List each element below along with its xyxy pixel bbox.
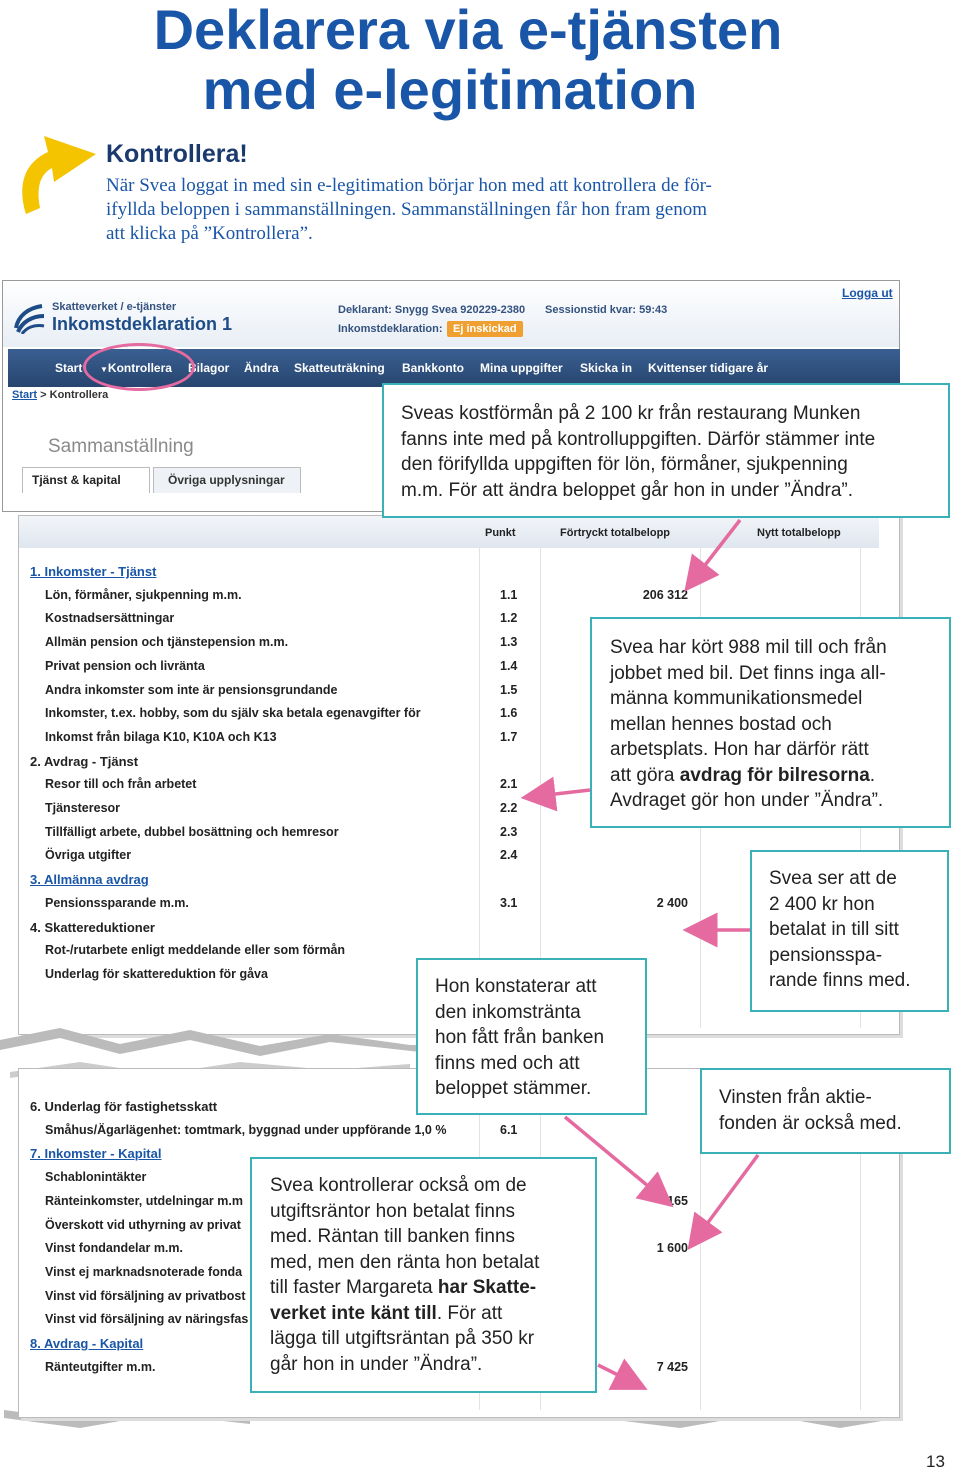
table-row-punkt: 1.7 [500,729,518,744]
column-header: Nytt totalbelopp [757,527,841,539]
callout-text: . [869,764,876,786]
table-section-title: 6. Underlag för fastighetsskatt [30,1099,218,1114]
table-section-title[interactable]: 1. Inkomster - Tjänst [30,564,157,579]
tab-ovriga-upplysningar[interactable]: Övriga upplysningar [153,467,301,493]
callout-line: arbetsplats. Hon har därför rätt [610,739,869,760]
arrow-icon [695,520,740,578]
table-row-label: Rot-/rutarbete enligt meddelande eller som förmån [45,943,346,958]
callout-line: den inkomstränta [435,1001,581,1023]
table-section-title[interactable]: 7. Inkomster - Kapital [30,1146,162,1162]
callout-line: med. Räntan till banken finns [270,1226,516,1247]
callout-line: går hon in under ”Ändra”. [270,1353,483,1375]
table-row-label: Övriga utgifter [45,848,132,863]
table-row-label: Underlag för skattereduktion för gåva [45,966,268,981]
column-header: Förtryckt totalbelopp [560,527,671,539]
nav-kvittenser[interactable]: Kvittenser tidigare år [648,361,769,375]
callout-line: männa kommunikationsmedel [610,688,863,709]
callout-text: till faster Margareta [270,1277,438,1298]
table-row-label: Ränteinkomster, utdelningar m.m [45,1193,243,1208]
intro-line: att klicka på ”Kontrollera”. [106,223,313,244]
table-row-amount: 206 312 [642,587,688,602]
nav-andra[interactable]: Ändra [244,361,279,375]
table-row-label: Överskott vid uthyrning av privat [45,1217,241,1232]
arrow-icon [538,790,590,796]
callout-line: Hon konstaterar att [435,976,597,997]
intro-line: ifyllda beloppen i sammanställningen. Sammanställningen får hon fram genom [106,199,707,220]
table-row-punkt: 2.3 [500,824,518,839]
table-row-label: Tillfälligt arbete, dubbel bosättning och hemresor [45,824,339,839]
table-row-punkt: 1.2 [500,611,518,626]
table-row-label: Kostnadsersättningar [45,611,175,626]
arrow-icon [565,1117,660,1196]
callout-line: Vinsten från aktie- [719,1087,872,1108]
table-row-label: Privat pension och livränta [45,658,205,673]
page-title-line1: Deklarera via e-tjänsten [153,0,783,61]
table-row-punkt: 1.3 [500,635,518,650]
callout-line: betalat in till sitt [769,919,899,940]
callout-line: med, men den ränta hon betalat [270,1251,540,1273]
table-row-label: Lön, förmåner, sjukpenning m.m. [45,587,242,602]
arrow-icon [698,1155,758,1236]
breadcrumb-start[interactable]: Start [12,389,38,401]
callout-line: fanns inte med på kontrolluppgiften. Därför stämmer inte [401,428,876,450]
callout-bold: har Skatte- [437,1277,537,1298]
table-row-amount: 7 425 [656,1359,688,1374]
callout-text: . För att [436,1302,503,1324]
table-row-label: Allmän pension och tjänstepension m.m. [45,635,289,650]
table-row-label: Inkomst från bilaga K10, K10A och K13 [45,729,277,744]
table-row-label: Pensionssparande m.m. [45,895,189,910]
chevron-down-icon: ▼ [100,365,108,374]
table-row-punkt: 1.4 [500,658,518,673]
nav-skicka-in[interactable]: Skicka in [580,361,633,375]
page-number: 13 [926,1452,945,1471]
callout-line: beloppet stämmer. [435,1078,592,1099]
table-row-punkt: 2.2 [500,801,518,815]
callout-line: hon fått från banken [435,1027,605,1048]
table-row-punkt: 1.6 [500,706,518,721]
callout-line: Sveas kostförmån på 2 100 kr från restaurang Munken [401,403,861,424]
table-row-label: Vinst vid försäljning av privatbost [45,1288,246,1303]
callout-line: finns med och att [435,1052,580,1074]
callout-line: lägga till utgiftsräntan på 350 kr [270,1328,535,1349]
callout-line: fonden är också med. [719,1112,902,1134]
breadcrumb-separator: > [40,389,47,401]
table-row-amount: 165 [667,1193,688,1208]
column-header: Punkt [485,527,516,539]
callout-bold: verket inte känt till [270,1302,437,1324]
callout-line: Svea kontrollerar också om de [270,1175,527,1196]
declaration-status-label: Inkomstdeklaration: [338,323,443,335]
callout-line: 2 400 kr hon [769,893,875,915]
callout-line: Avdraget gör hon under ”Ändra”. [610,790,884,811]
callout-line: Svea har kört 988 mil till och från [610,637,887,658]
nav-mina-uppgifter[interactable]: Mina uppgifter [480,361,563,375]
nav-kontrollera-label: Kontrollera [107,361,172,375]
intro-line: När Svea loggat in med sin e-legitimation börjar hon med att kontrollera de för- [106,175,712,196]
callout-bold: avdrag för bilresorna [679,764,870,786]
session-timer: Sessionstid kvar: 59:43 [545,304,668,316]
callout-line: pensionsspa- [769,944,883,966]
breadcrumb-current: Kontrollera [49,389,109,401]
logout-link[interactable]: Logga ut [842,286,893,300]
declarant-info: Deklarant: Snygg Svea 920229-2380 [338,304,526,316]
table-row-punkt: 1.5 [500,682,518,697]
table-row-punkt: 3.1 [500,895,518,910]
table-section-title: 4. Skattereduktioner [30,919,155,935]
table-row-label: Vinst fondandelar m.m. [45,1241,183,1256]
table-row-amount: 2 400 [656,895,688,910]
table-row-label: Andra inkomster som inte är pensionsgrundande [45,682,338,697]
section-title: Sammanställning [48,436,194,457]
callout-line: mellan hennes bostad och [610,713,832,735]
nav-start[interactable]: Start [55,361,83,375]
table-section-title[interactable]: 3. Allmänna avdrag [30,872,149,888]
brand-subtitle: Skatteverket / e-tjänster [52,301,177,313]
table-row-label: Ränteutgifter m.m. [45,1359,156,1374]
section-heading: Kontrollera! [106,140,248,168]
table-row-punkt: 2.4 [500,848,518,863]
table-row-label: Resor till och från arbetet [45,777,197,792]
table-row-label: Vinst vid försäljning av näringsfas [45,1312,249,1327]
nav-bilagor[interactable]: Bilagor [188,361,230,375]
status-badge: Ej inskickad [447,321,523,337]
callout-line: utgiftsräntor hon betalat finns [270,1200,516,1222]
table-row-label: Inkomster, t.ex. hobby, som du själv ska betala egenavgifter för [45,706,421,721]
tab-tjanst-kapital[interactable]: Tjänst & kapital [22,467,150,493]
brand-title: Inkomstdeklaration 1 [52,314,233,334]
table-row-punkt: 6.1 [500,1122,518,1137]
callout-line: den förifyllda uppgiften för lön, förmåner, sjukpenning [401,454,848,475]
callout-line: rande finns med. [769,970,911,991]
table-row-label: Småhus/Ägarlägenhet: tomtmark, byggnad under uppförande 1,0 % [45,1122,447,1137]
callout-text: att göra [610,764,680,786]
table-row-punkt: 1.1 [500,587,518,602]
table-section-title[interactable]: 8. Avdrag - Kapital [30,1336,144,1351]
table-row-label: Vinst ej marknadsnoterade fonda [45,1264,243,1279]
nav-skatteutrakning[interactable]: Skatteuträkning [294,361,385,375]
nav-bankkonto[interactable]: Bankkonto [402,361,465,375]
table-row-label: Tjänsteresor [45,801,121,815]
arrow-icon [598,1365,632,1382]
table-row-label: Schablonintäkter [45,1170,147,1185]
page-title-line2: med e-legitimation [202,58,698,121]
table-section-title: 2. Avdrag - Tjänst [30,753,139,769]
callout-line: m.m. För att ändra beloppet går hon in under ”Ändra”. [401,479,854,501]
table-row-amount: 1 600 [656,1241,688,1256]
callout-line: jobbet med bil. Det finns inga all- [610,662,886,684]
callout-line: Svea ser att de [769,868,897,889]
table-row-punkt: 2.1 [500,777,518,792]
